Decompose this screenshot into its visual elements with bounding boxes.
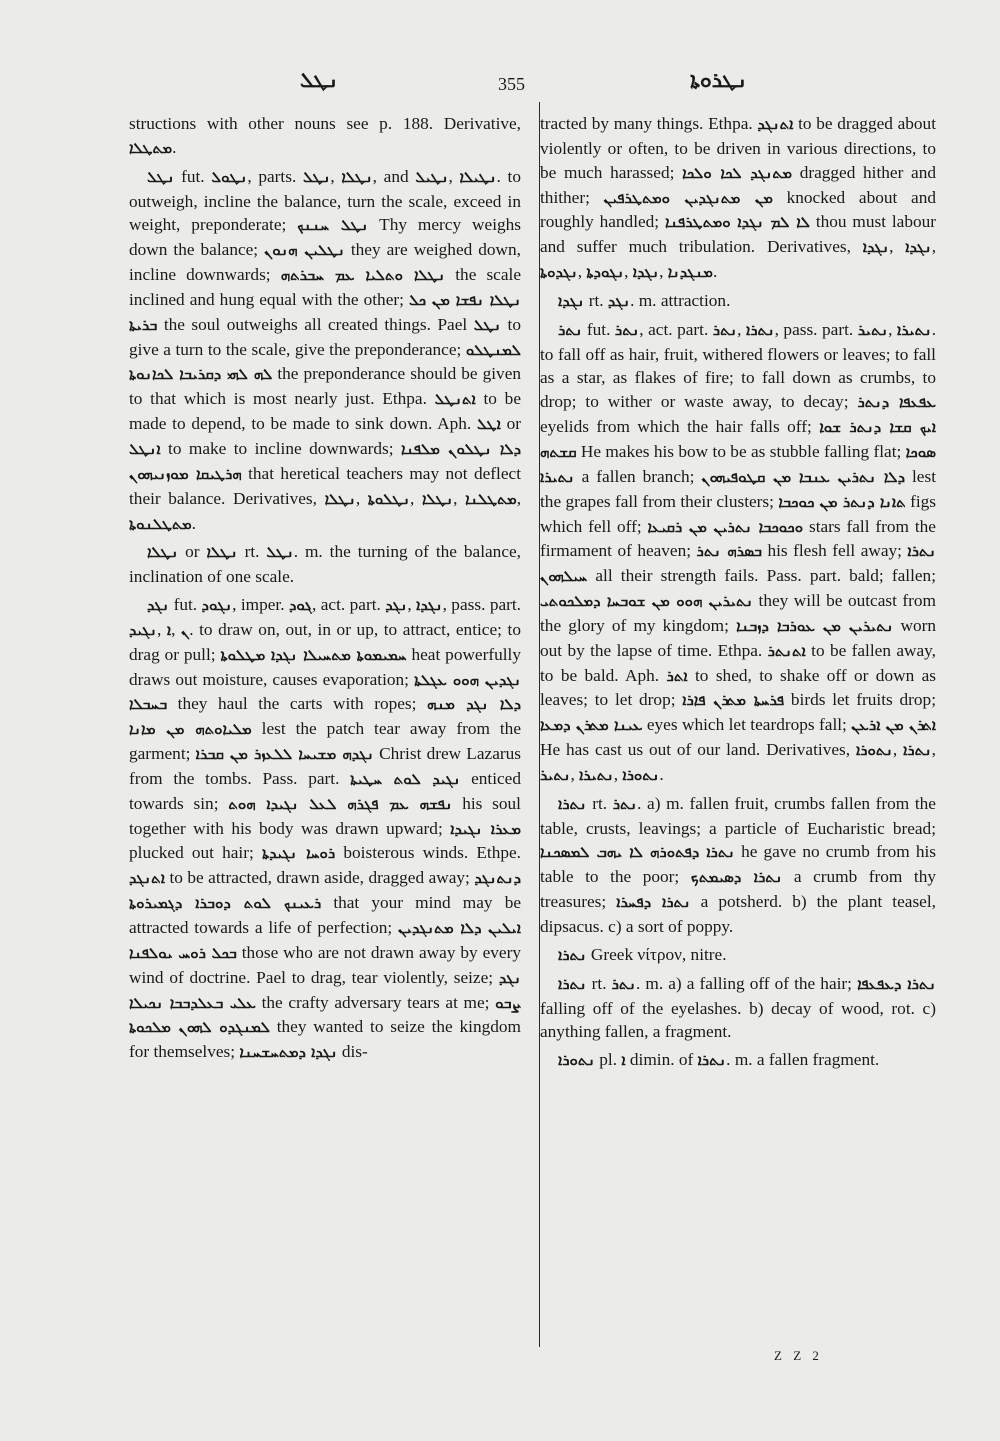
entry-text: the crafty adversary tears at me; xyxy=(255,992,496,1012)
syriac-term: ܢܬܝܪܝܢ ܡܢ ܥܘܪܒܐ ܕܙܒܢܐ xyxy=(736,616,894,635)
entry-text: fut. xyxy=(169,595,202,615)
syriac-term: ܨܒܘ ܠܡܢܓܕܘ ܠܗܘܢ ܡܠܟܘܬܐ xyxy=(129,993,521,1037)
syriac-term: ܢܬܪ xyxy=(611,974,636,993)
dictionary-entry xyxy=(540,972,936,1045)
entry-text: plucked out hair; xyxy=(129,843,262,863)
syriac-term: ܐܬܢܛܠ xyxy=(434,390,476,409)
syriac-term: ܢܬܪ xyxy=(612,794,638,813)
syriac-term: ܐܢܛܠ xyxy=(129,439,161,458)
entry-text: lest the patch tear away from the garment; xyxy=(129,719,521,764)
header-right-word: ܢܛܪܘܬܐ xyxy=(690,68,748,92)
syriac-term: ܢܓܕܐ xyxy=(632,263,660,282)
entry-text: worn out by the lapse of time. Ethpa. xyxy=(540,615,936,660)
entry-text: . xyxy=(659,764,664,784)
syriac-term: ܢܬܝܪ xyxy=(540,765,571,784)
entry-text: . a) m. fallen fruit, crumbs fallen from the table, crusts, leavings; a particle of Eucharistic bread; xyxy=(540,793,936,838)
syriac-term: ܢܓܕܝܢ ܗܘܘ ܥܓܠܬܐ ܒܚܒܠܐ xyxy=(129,670,521,714)
entry-text: to make to incline downwards; xyxy=(160,438,401,458)
entry-text: they haul the carts with ropes; xyxy=(167,694,427,714)
entry-text: pl. xyxy=(594,1050,622,1070)
entry-text: dragged hither and thither; xyxy=(540,162,936,207)
entry-text: rt. xyxy=(586,973,612,993)
entry-text: , xyxy=(407,595,417,615)
entry-text: heat powerfully draws out moisture, causes evaporation; xyxy=(129,644,521,689)
dictionary-entry xyxy=(129,593,521,1065)
syriac-term: ܢܛܠܐ xyxy=(206,543,238,562)
entry-text: , xyxy=(659,262,668,282)
entry-text: , xyxy=(931,237,937,257)
entry-text: rt. xyxy=(586,793,613,813)
entry-text: eyelids from which the hair falls off; xyxy=(540,417,820,437)
syriac-term: ܕܠܐ ܢܬܪܝܢ ܥܢܒܐ ܡܢ ܩܛܘܦܝܗܘܢ xyxy=(701,467,906,486)
syriac-term: ܢܬܪܐ xyxy=(558,974,587,993)
entry-text: , xyxy=(613,764,623,784)
entry-text: knocked about and roughly handled; xyxy=(540,187,936,232)
dictionary-entry xyxy=(540,1048,936,1073)
syriac-term: ܢܓܕܐ xyxy=(558,291,585,310)
entry-text: , xyxy=(577,262,587,282)
syriac-term: ܢܛܠܐ xyxy=(147,543,179,562)
dictionary-entry xyxy=(540,318,936,788)
dictionary-entry xyxy=(540,792,936,939)
syriac-term: ܠܐ ܠܡ ܢܓܕܐ ܘܡܬܛܪܦܢܐ xyxy=(664,213,810,232)
entry-text: that your mind may be attracted towards a life of perfection; xyxy=(129,893,522,937)
entry-text: . m. a fallen fragment. xyxy=(726,1050,880,1070)
entry-text: . m. the turning of the balance, inclination of one scale. xyxy=(129,542,521,587)
syriac-term: ܢܛܘܠ xyxy=(211,167,248,186)
entry-text: figs which fell off; xyxy=(540,491,936,536)
entry-text: . to fall off as hair, fruit, withered flowers or leaves; to fall as a star, as flakes of fire; to fall down as crumbs, to drop; to wither or waste away, to decay; xyxy=(540,319,937,412)
syriac-term: ܡܬܛܠܢܐ xyxy=(465,489,517,508)
entry-text: that heretical teachers may not deflect their balance. Derivatives, xyxy=(129,463,521,508)
dictionary-entry xyxy=(540,943,936,968)
entry-text: , xyxy=(888,319,898,339)
syriac-term: ܢܓܘܕ xyxy=(201,596,233,615)
entry-text: to be attracted, drawn aside, dragged away; xyxy=(164,868,475,888)
entry-text: lest the grapes fall from their clusters; xyxy=(540,466,936,511)
syriac-term: ܢܬܪܐ ܕܣܝܡܬܟ xyxy=(690,868,783,887)
syriac-term: ܢܬܪܐ xyxy=(903,741,932,760)
syriac-term: ܬܐܢܐ ܕܢܬܪ ܡܢ ܟܘܟܒܐ xyxy=(778,492,906,511)
signature-mark: Z Z 2 xyxy=(774,1348,823,1363)
dictionary-entry xyxy=(129,540,521,589)
syriac-term: ܢܬܪ xyxy=(614,320,640,339)
entry-text: the preponderance should be given to that which is most nearly just. Ethpa. xyxy=(129,364,522,409)
syriac-term: ܢܬܝܪܐ xyxy=(579,765,614,784)
entry-text: , imper. xyxy=(232,595,289,615)
entry-text: a crumb from thy treasures; xyxy=(540,867,936,912)
entry-text: to be made to depend, to be made to sink down. Aph. xyxy=(129,389,521,434)
syriac-term: ܥܦܥܦܐ ܕܢܬܪ xyxy=(857,393,936,412)
syriac-term: ܡܢܓܕܢܐ xyxy=(667,263,713,282)
syriac-term: ܢܓܝܕ xyxy=(129,620,157,639)
syriac-term: ܢܓܘܕܬܐ xyxy=(586,263,625,282)
syriac-term: ܢܛܠ xyxy=(303,167,331,186)
syriac-term: ܪܘܚܐ ܢܓܝܕܬܐ xyxy=(261,844,336,863)
syriac-term: ܐܝܟ ܩܫܐ ܕܢܬܪ ܫܘܐ ܩܫܬܗ xyxy=(540,418,936,461)
entry-text: , act. part. xyxy=(312,595,386,615)
entry-text: . to draw on, out, in or up, to attract, entice; to drag or pull; xyxy=(129,619,521,664)
page-header xyxy=(0,68,1000,98)
left-column xyxy=(129,112,521,1065)
syriac-term: ܐܬܪܢ ܡܢ ܐܪܥܢ xyxy=(851,716,937,735)
syriac-term: ܒܣܪܗ ܢܬܪ xyxy=(696,542,763,561)
syriac-term: ܕܢܬܢܓܕ ܪܥܝܢܟ ܠܘܬ ܕܘܒܪܐ ܕܓܡܝܪܘܬܐ xyxy=(129,869,521,913)
entry-text: , xyxy=(737,319,747,339)
header-left-word: ܢܛܠ xyxy=(300,68,339,92)
entry-text: birds let fruits drop; xyxy=(784,690,937,710)
entry-text: Greek νίτρον, nitre. xyxy=(586,944,727,964)
syriac-term: ܘܟܘܟܒܐ ܢܬܪܝܢ ܡܢ ܪܩܝܥܐ xyxy=(647,517,804,536)
syriac-term: ܦܪܚܬܐ ܡܬܪܢ ܦܐܪܐ xyxy=(682,691,785,710)
entry-text: , xyxy=(931,740,936,760)
syriac-term: ܐܬܪ xyxy=(666,666,688,685)
entry-text: , pass. part. xyxy=(774,319,858,339)
entry-text: or xyxy=(178,542,207,562)
entry-text: boisterous winds. Ethpe. xyxy=(335,843,521,863)
dictionary-entry xyxy=(129,112,521,161)
syriac-term: ܢܛܠܐ ܢܦܫܐ ܡܢ ܟܠ ܒܪܝܬܐ xyxy=(129,290,521,334)
syriac-term: ܢܓܝܕ ܠܘܬ ܚܛܝܬܐ xyxy=(350,769,461,788)
entry-text: Christ drew Lazarus from the tombs. Pass. part. xyxy=(129,744,521,788)
entry-text: or xyxy=(500,414,521,434)
entry-text: falling off of the eyelashes. b) decay of wood, rot. c) anything fallen, a fragment. xyxy=(540,998,936,1042)
entry-text: he gave no crumb from his table to the poor; xyxy=(540,842,937,887)
entry-text: , parts. xyxy=(247,166,303,186)
entry-text: all their strength fails. Pass. part. bald; fallen; xyxy=(587,566,936,586)
entry-text: stars fall from the firmament of heaven; xyxy=(540,516,936,561)
entry-text: , xyxy=(448,166,460,186)
syriac-term: ܕܠܐ ܢܓܕ ܡܢܗ ܡܠܝܐܘܬܗ ܡܢ ܡܐܢܐ xyxy=(129,695,521,739)
entry-text: tracted by many things. Ethpa. xyxy=(540,114,758,133)
entry-text: , xyxy=(624,262,633,282)
entry-text: fut. xyxy=(174,166,212,186)
entry-text: enticed towards sin; xyxy=(129,768,521,813)
syriac-term: ܕܠܐ ܢܛܠܘܢ ܡܠܦܢܐ ܗܪܛܝܩܐ ܡܘܙܢܝܗܘܢ xyxy=(129,439,521,483)
syriac-term: ܢܬܘܪܐ xyxy=(622,765,660,784)
syriac-term: ܢܬܝܪܐ xyxy=(897,320,932,339)
entry-text: his soul together with his body was drawn upward; xyxy=(129,793,521,838)
syriac-term: ܢܓܕ xyxy=(147,596,170,615)
syriac-term: ܢܛܠ xyxy=(473,315,502,334)
syriac-term: ܢܛܠܐ ܘܬܠܝܐ ܥܡ ܚܒܪܬܗ xyxy=(280,266,446,285)
entry-text: rt. xyxy=(584,290,608,310)
entry-text: to shed, to shake off or down as leaves; to let drop; xyxy=(540,665,936,710)
entry-text: , xyxy=(330,166,342,186)
entry-text: thou must labour and suffer much tribulation. Derivatives, xyxy=(540,212,936,257)
entry-text: eyes which let teardrops fall; xyxy=(642,715,852,735)
syriac-term: ܢܓܕܐ xyxy=(862,238,890,257)
right-column xyxy=(540,112,936,1073)
syriac-term: ܐܝܠܝܢ ܕܠܐ ܡܬܢܓܕܝܢ ܒܟܠ ܪܘܚ ܝܘܠܦܢܐ xyxy=(129,919,521,962)
entry-text: a potsherd. b) the plant teasel, dipsacus. c) a sort of poppy. xyxy=(540,892,936,936)
entry-text: , xyxy=(892,740,904,760)
syriac-term: ܐ xyxy=(621,1051,626,1070)
syriac-term: ܓܘܕ xyxy=(288,596,312,615)
syriac-term: ܢܬܪܐ ܕܦܚܪܐ xyxy=(616,893,691,912)
entry-text: a fallen branch; xyxy=(574,466,702,486)
entry-text: He has cast us out of our land. Derivatives, xyxy=(540,740,856,760)
syriac-term: ܢܛܠܐ xyxy=(421,489,454,508)
entry-text: fut. xyxy=(582,319,615,339)
syriac-term: ܢܬܪܐ xyxy=(558,945,587,964)
syriac-term: ܢܬܪܐ ܚܝܠܗܘܢ xyxy=(540,542,936,586)
syriac-term: ܢ xyxy=(181,620,190,639)
entry-text: those who are not drawn away by every wind of doctrine. Pael to drag, tear violently, seize; xyxy=(129,942,521,987)
syriac-term: ܡܬܛܠܢܘܬܐ xyxy=(129,514,192,533)
syriac-term: ܢܓܕܐ xyxy=(905,238,932,257)
syriac-term: ܢܦܫܗ ܥܡ ܦܓܪܗ ܠܥܠ ܢܓܝܕܐ ܗܘܬ xyxy=(228,794,453,813)
dictionary-entry xyxy=(540,289,936,314)
entry-text: , and xyxy=(372,166,416,186)
syriac-term: ܐܛܠ xyxy=(476,415,501,434)
syriac-term: ܢܛܝܠ xyxy=(415,167,449,186)
syriac-term: ܢܓܕܗ ܡܫܝܚܐ ܠܠܥܙܪ ܡܢ ܩܒܪܐ xyxy=(195,745,374,764)
syriac-term: ܢܬܘܪܐ xyxy=(558,1051,595,1070)
entry-text: , pass. part. xyxy=(442,595,522,615)
syriac-term: ܢܬܝܪ xyxy=(857,320,889,339)
entry-text: dimin. of xyxy=(625,1050,698,1070)
entry-text: . m. a) a falling off of the hair; xyxy=(636,973,858,993)
syriac-term: ܢܛܠܐ xyxy=(324,489,356,508)
syriac-term: ܢܬܪܐ ܕܥܦܥܦܐ xyxy=(857,974,936,993)
syriac-term: ܢܛܠܘܬܐ xyxy=(367,489,410,508)
syriac-term: ܢܛܝܠܐ xyxy=(459,167,497,186)
entry-text: to be fallen away, to be bald. Aph. xyxy=(540,640,936,685)
syriac-term: ܢܓܕ xyxy=(385,596,408,615)
syriac-term: ܐܬܢܬܪ xyxy=(767,641,806,660)
entry-text: the scale inclined and hung equal with the other; xyxy=(129,265,521,309)
syriac-term: ܢܬܘܪܐ xyxy=(855,741,893,760)
syriac-term: ܢܛܠܝܢ ܗܢܘܢ xyxy=(264,241,345,260)
entry-text: , xyxy=(516,488,522,508)
syriac-term: ܢܬܪܐ xyxy=(558,794,587,813)
entry-text: He makes his bow to be as stubble falling flat; xyxy=(576,441,906,461)
dictionary-entry xyxy=(540,112,936,285)
entry-text: , xyxy=(156,619,167,639)
entry-text: . to outweigh, incline the balance, turn the scale, exceed in weight, preponderate; xyxy=(129,166,521,235)
entry-text: , xyxy=(570,764,580,784)
syriac-term: ܐܬܢܓܕ xyxy=(757,115,794,133)
syriac-term: ܢܛܠ ܚܢܢܟ xyxy=(297,216,369,235)
syriac-term: ܢܓܕ xyxy=(607,291,631,310)
entry-text: , act. part. xyxy=(639,319,713,339)
entry-text: Thy mercy weighs down the balance; xyxy=(129,215,521,260)
entry-text: the soul outweighs all created things. Pael xyxy=(157,314,474,334)
entry-text: to give a turn to the scale, give the preponderance; xyxy=(129,314,521,359)
syriac-term: ܡܬܛܠܐ xyxy=(129,138,173,157)
syriac-term: ܠܡܢܛܠܘ ܠܗ ܠܗܝ ܕܩܪܝܒܐ ܠܟܐܢܘܬܐ xyxy=(129,340,521,384)
syriac-term: ܐܬܢܓܕ xyxy=(129,869,165,888)
entry-text: . xyxy=(172,137,177,157)
syriac-term: ܡܬܢܓܕ ܠܟܐ ܘܠܟܐ xyxy=(682,163,792,182)
syriac-term: ܢܬܪ xyxy=(558,320,583,339)
syriac-term: ܢܛܠܐ xyxy=(341,167,373,186)
entry-text: , xyxy=(355,488,368,508)
syriac-term: ܢܛܠ xyxy=(266,543,294,562)
entry-text: rt. xyxy=(237,542,267,562)
syriac-term: ܥܝܢܐ ܡܬܪܢ ܕܡܥܐ xyxy=(540,716,643,735)
syriac-term: ܡܥܪܐ ܢܓܝܕܐ xyxy=(450,819,522,838)
syriac-term: ܢܓܕܘܬܐ xyxy=(540,263,578,282)
entry-text: . m. attraction. xyxy=(630,290,731,310)
entry-text: they wanted to seize the kingdom for themselves; xyxy=(129,1017,521,1062)
syriac-term: ܢܬܪܐ xyxy=(697,1051,727,1070)
entry-text: . xyxy=(712,262,718,282)
entry-text: they are weighed down, incline downwards; xyxy=(129,240,521,285)
entry-text: , xyxy=(453,488,466,508)
syriac-term: ܢܬܪ xyxy=(712,320,738,339)
syriac-term: ܢܓܕܐ xyxy=(416,596,443,615)
syriac-term: ܢܓܕܐ ܕܡܬܚܫܚܢܐ xyxy=(239,1043,338,1062)
syriac-term: ܐ xyxy=(166,620,172,639)
syriac-term: ܣܘܟܐ ܢܬܝܪܐ xyxy=(540,442,936,486)
syriac-term: ܢܛܠ xyxy=(147,167,175,186)
entry-text: dis- xyxy=(337,1042,368,1062)
syriac-term: ܚܡܝܡܘܬܐ ܡܬܚܝܠܐ ܢܓܕܐ ܡܛܠܘܬܐ xyxy=(220,645,407,664)
syriac-term: ܢܓܕ ܥܠܝ ܒܥܠܕܒܒܐ ܢܟܝܠܐ xyxy=(129,968,521,1012)
entry-text: structions with other nouns see p. 188. Derivative, xyxy=(129,114,521,133)
page-number: 355 xyxy=(498,74,525,94)
entry-text: they will be outcast from the glory of my kingdom; xyxy=(540,591,937,635)
entry-text: , xyxy=(410,488,422,508)
entry-text: . xyxy=(191,513,196,533)
syriac-term: ܢܬܝܪܝܢ ܗܘܘ ܡܢ ܫܘܒܚܐ ܕܡܠܟܘܬܝ xyxy=(540,592,754,611)
dictionary-entry xyxy=(129,165,521,537)
syriac-term: ܢܬܪܐ ܕܦܬܘܪܗ ܠܐ ܝܗܒ ܠܡܣܟܢܐ xyxy=(540,843,735,862)
entry-text: to be dragged about violently or often, to be driven in various directions, to be much harassed; xyxy=(540,114,936,182)
entry-text: , xyxy=(171,619,181,639)
entry-text: , xyxy=(889,237,906,257)
syriac-term: ܢܬܪܐ xyxy=(746,320,775,339)
syriac-term: ܡܢ ܡܬܢܓܕܝܢ ܘܡܬܛܪܦܝܢ xyxy=(603,188,773,207)
entry-text: his flesh fell away; xyxy=(762,541,908,561)
